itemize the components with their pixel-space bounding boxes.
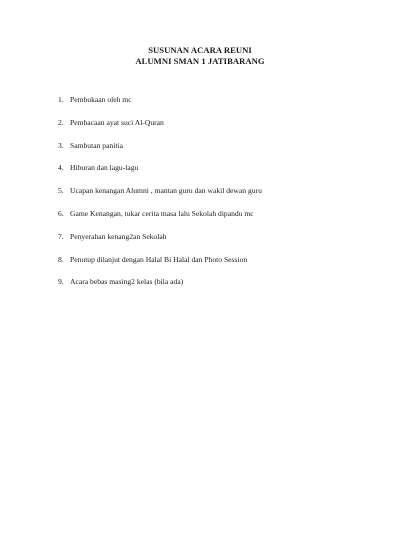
agenda-list — [58, 95, 262, 300]
agenda-item-text: Acara bebas masing2 kelas (bila ada) — [70, 277, 184, 287]
agenda-item-number: 4. — [58, 163, 64, 173]
agenda-item — [58, 186, 262, 209]
agenda-item — [58, 209, 262, 232]
agenda-item — [58, 118, 262, 141]
agenda-item-number: 5. — [58, 186, 64, 196]
agenda-item-number: 3. — [58, 140, 64, 150]
agenda-item-text: Pembukaan oleh mc — [70, 95, 132, 104]
agenda-item-text: Hiburan dan lagu-lagu — [70, 163, 139, 173]
agenda-item-text: Penutup dilanjut dengan Halal Bi Halal dan Photo Session — [70, 254, 248, 264]
agenda-item — [58, 95, 262, 118]
agenda-item — [58, 232, 262, 255]
agenda-item-number: 6. — [58, 208, 64, 218]
agenda-item-text: Ucapan kenangan Alumni , mantan guru dan wakil dewan guru — [70, 186, 262, 196]
document-title — [0, 45, 400, 67]
agenda-item — [58, 163, 262, 186]
agenda-item-text: Sambutan panitia — [70, 140, 123, 150]
agenda-item-number: 1. — [58, 95, 64, 104]
agenda-item-number: 9. — [58, 277, 64, 287]
agenda-item — [58, 141, 262, 164]
agenda-item-number: 7. — [58, 231, 64, 241]
agenda-item-number: 2. — [58, 117, 64, 127]
agenda-item-text: Game Kenangan, tukar cerita masa lalu Sekolah dipandu mc — [70, 208, 254, 218]
agenda-item — [58, 255, 262, 278]
agenda-item-number: 8. — [58, 254, 64, 264]
agenda-item-text: Pembacaan ayat suci Al-Quran — [70, 117, 164, 127]
agenda-item — [58, 277, 262, 300]
title-line-2: ALUMNI SMAN 1 JATIBARANG — [135, 56, 265, 66]
agenda-item-text: Penyerahan kenang2an Sekolah — [70, 231, 167, 241]
title-line-1: SUSUNAN ACARA REUNI — [148, 45, 252, 55]
